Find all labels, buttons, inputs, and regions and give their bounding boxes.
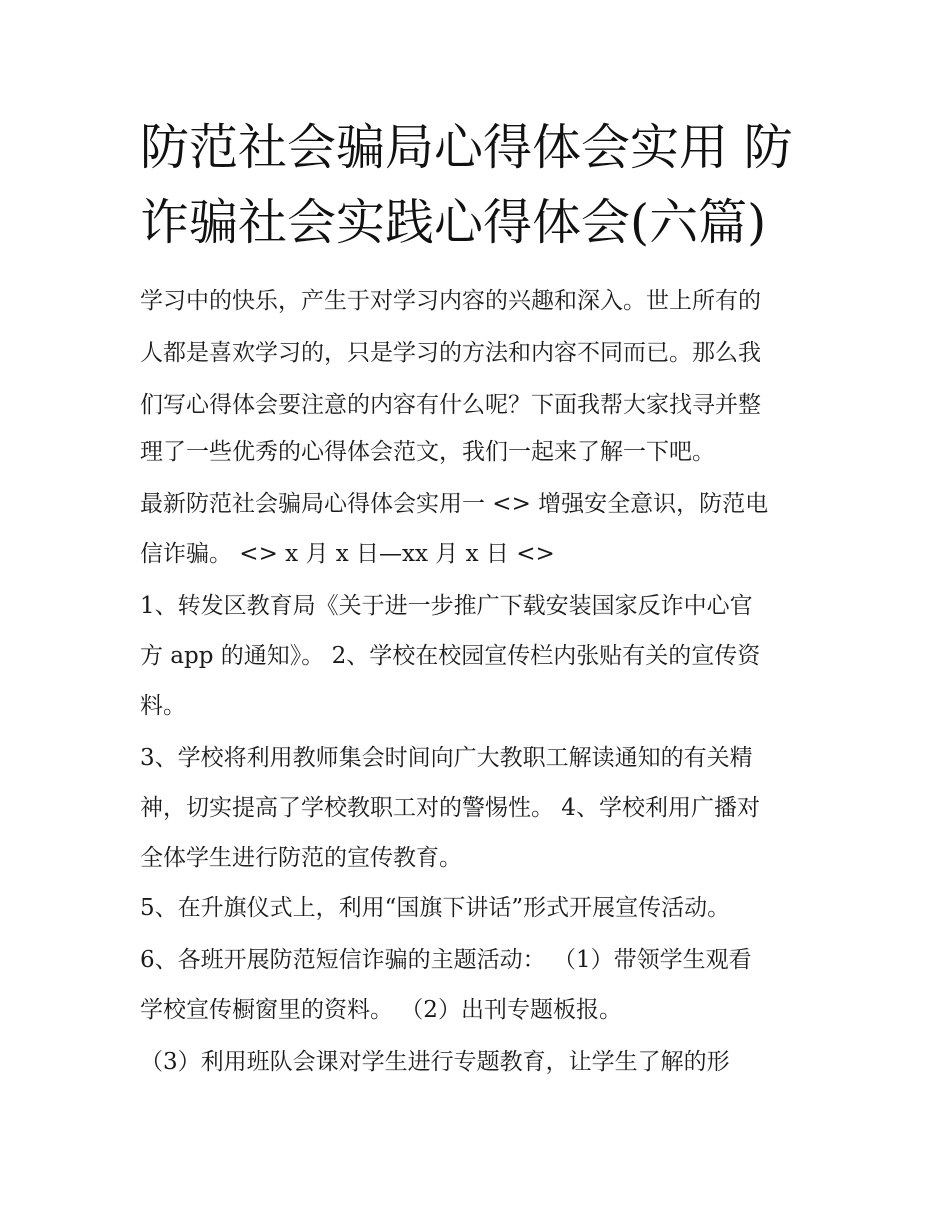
paragraph-line: 人都是喜欢学习的，只是学习的方法和内容不同而已。那么我 — [140, 340, 761, 366]
paragraph-line: 6、各班开展防范短信诈骗的主题活动： （1）带领学生观看 — [140, 947, 752, 973]
paragraph-line: 5、在升旗仪式上，利用“国旗下讲话”形式开展宣传活动。 — [140, 895, 731, 921]
paragraph-line: 1、转发区教育局《关于进一步推广下载安装国家反诈中心官 — [140, 593, 753, 619]
document-title-line-1: 防范社会骗局心得体会实用 防 — [140, 119, 793, 176]
paragraph-line: 最新防范社会骗局心得体会实用一 <> 增强安全意识，防范电 — [140, 491, 769, 517]
paragraph-line: 们写心得体会要注意的内容有什么呢？下面我帮大家找寻并整 — [140, 392, 761, 418]
paragraph-line: 3、学校将利用教师集会时间向广大教职工解读通知的有关精 — [140, 745, 753, 771]
paragraph-line: 神，切实提高了学校教职工对的警惕性。 4、学校利用广播对 — [140, 795, 760, 821]
paragraph-line: （3）利用班队会课对学生进行专题教育，让学生了解的形 — [140, 1049, 730, 1075]
paragraph-line: 料。 — [140, 693, 186, 719]
paragraph-line: 信诈骗。 <> x 月 x 日—xx 月 x 日 <> — [140, 541, 555, 567]
paragraph-line: 学习中的快乐，产生于对学习内容的兴趣和深入。世上所有的 — [140, 288, 761, 314]
paragraph-line: 方 app 的通知》。 2、学校在校园宣传栏内张贴有关的宣传资 — [140, 643, 761, 669]
paragraph-line: 学校宣传橱窗里的资料。 （2）出刊专题板报。 — [140, 997, 622, 1023]
document-title-line-2: 诈骗社会实践心得体会(六篇) — [140, 194, 767, 251]
paragraph-line: 全体学生进行防范的宣传教育。 — [140, 845, 462, 871]
paragraph-line: 理了一些优秀的心得体会范文，我们一起来了解一下吧。 — [140, 439, 715, 465]
